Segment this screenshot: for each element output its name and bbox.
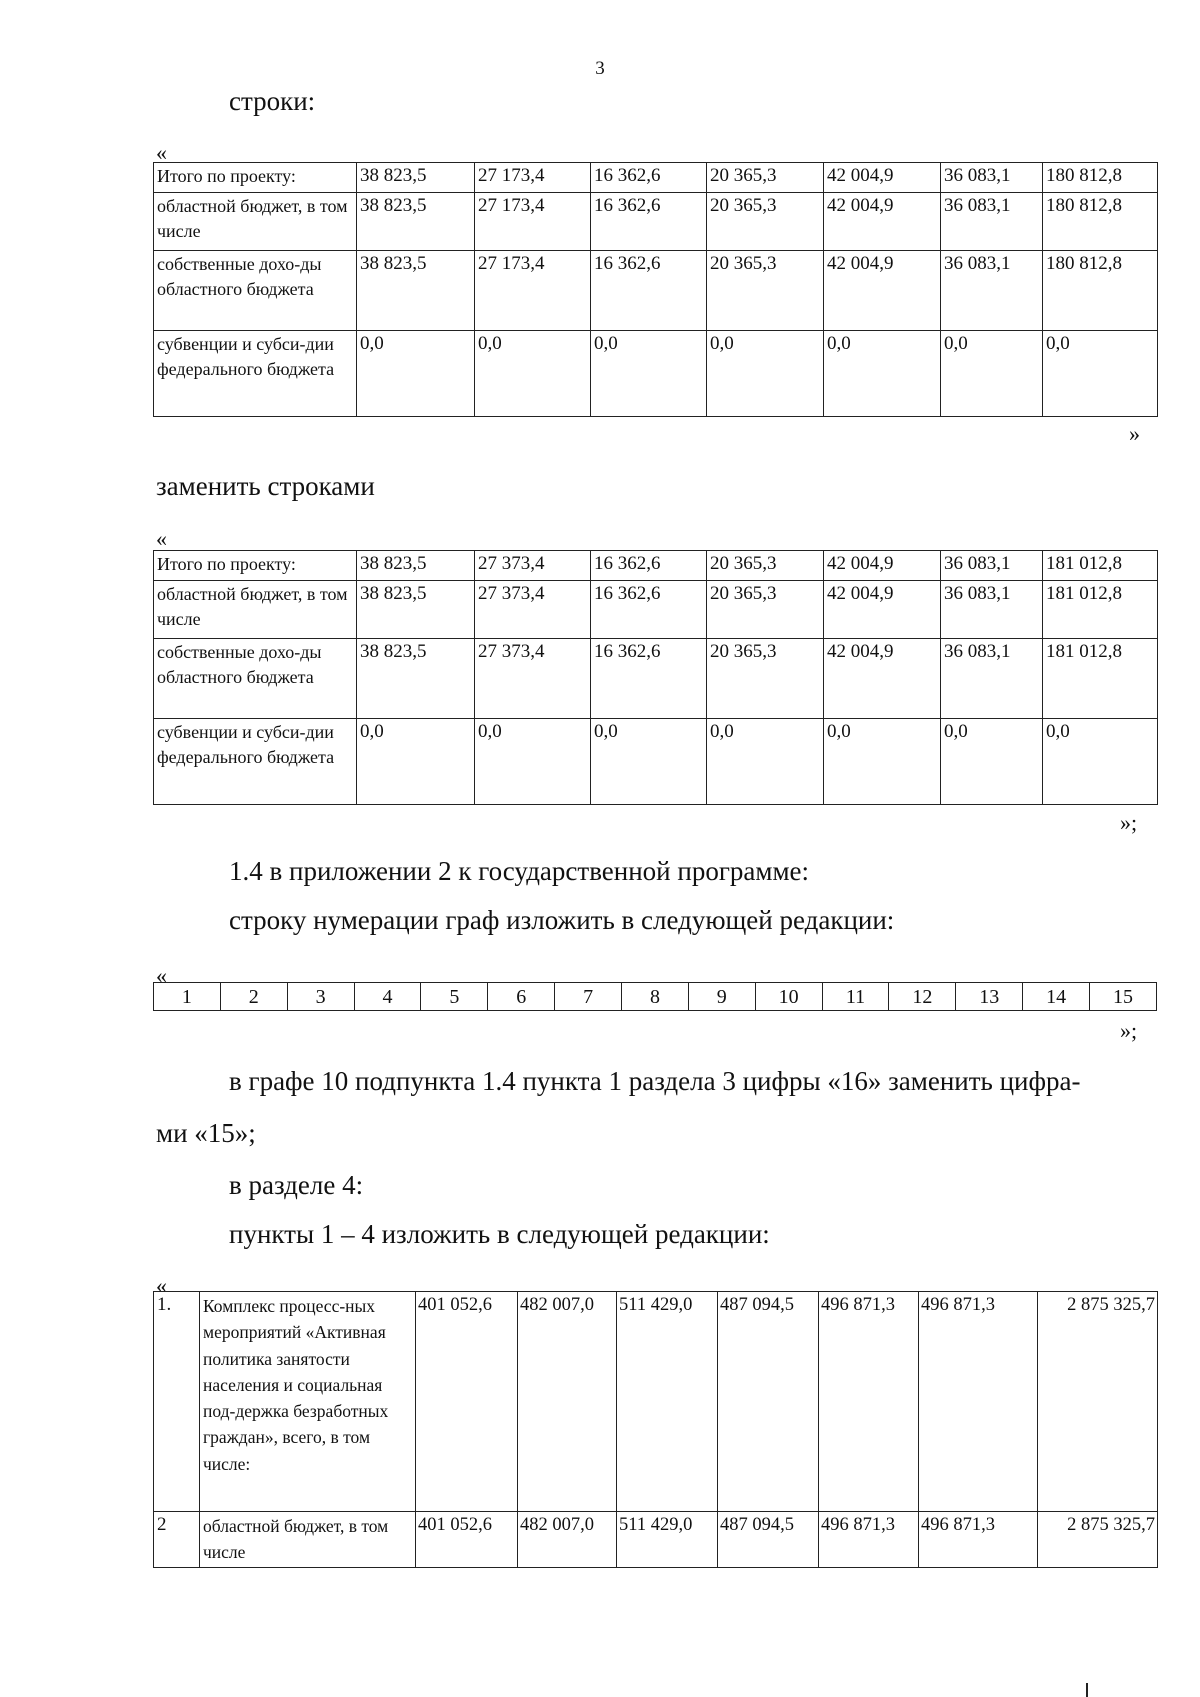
column-number: 13 — [956, 983, 1023, 1011]
table-cell: 181 012,8 — [1043, 639, 1158, 719]
table-cell: 0,0 — [357, 719, 475, 805]
section-1-4-line2: строку нумерации граф изложить в следующей редакции: — [229, 905, 895, 935]
table-cell: 16 362,6 — [591, 193, 707, 251]
table-cell: 496 871,3 — [919, 1292, 1038, 1512]
table-cell: 180 812,8 — [1043, 163, 1158, 193]
row-label: областной бюджет, в том числе — [200, 1512, 416, 1568]
row-label: собственные дохо-ды областного бюджета — [154, 251, 357, 331]
table-cell: 0,0 — [357, 331, 475, 417]
table-cell: 16 362,6 — [591, 163, 707, 193]
table-cell: 20 365,3 — [707, 639, 824, 719]
table-row — [154, 719, 1158, 805]
table-cell: 180 812,8 — [1043, 193, 1158, 251]
table-row — [154, 551, 1158, 581]
table-cell: 16 362,6 — [591, 639, 707, 719]
column-numbering-table — [153, 982, 1157, 1011]
row-number: 2 — [154, 1512, 200, 1568]
table-cell: 0,0 — [1043, 331, 1158, 417]
table-cell: 2 875 325,7 — [1038, 1292, 1158, 1512]
table-cell: 27 173,4 — [475, 163, 591, 193]
close-quote: »; — [1120, 810, 1138, 835]
row-label: Комплекс процесс-ных мероприятий «Активная политика занятости населения и социальная под-держка безработных граждан», всего, в том числе: — [200, 1292, 416, 1512]
table-cell: 20 365,3 — [707, 163, 824, 193]
table-cell: 27 373,4 — [475, 551, 591, 581]
table-cell: 0,0 — [475, 331, 591, 417]
column-number: 1 — [154, 983, 221, 1011]
table-cell: 36 083,1 — [941, 551, 1043, 581]
table-after — [153, 550, 1158, 805]
close-quote: »; — [1120, 1018, 1138, 1043]
column-number: 15 — [1090, 983, 1157, 1011]
table-cell: 401 052,6 — [416, 1512, 518, 1568]
table-cell: 27 173,4 — [475, 251, 591, 331]
table-cell: 0,0 — [475, 719, 591, 805]
row-label: Итого по проекту: — [154, 163, 357, 193]
column-number: 5 — [421, 983, 488, 1011]
table-cell: 0,0 — [707, 719, 824, 805]
table-cell: 496 871,3 — [819, 1292, 919, 1512]
row-label: субвенции и субси-дии федерального бюджета — [154, 719, 357, 805]
open-quote: « — [156, 140, 167, 165]
table-cell: 27 173,4 — [475, 193, 591, 251]
table-cell: 38 823,5 — [357, 251, 475, 331]
table-cell: 27 373,4 — [475, 581, 591, 639]
table-cell: 0,0 — [707, 331, 824, 417]
table-row — [154, 983, 1157, 1011]
table-cell: 42 004,9 — [824, 581, 941, 639]
table-cell: 38 823,5 — [357, 581, 475, 639]
table-cell: 27 373,4 — [475, 639, 591, 719]
row-label: областной бюджет, в том числе — [154, 581, 357, 639]
table-cell: 482 007,0 — [518, 1292, 617, 1512]
column-number: 12 — [889, 983, 956, 1011]
row-label: собственные дохо-ды областного бюджета — [154, 639, 357, 719]
open-quote: « — [156, 526, 167, 551]
table-cell: 36 083,1 — [941, 193, 1043, 251]
table-cell: 0,0 — [824, 719, 941, 805]
table-cell: 496 871,3 — [819, 1512, 919, 1568]
table-cell: 38 823,5 — [357, 639, 475, 719]
column-number: 10 — [755, 983, 822, 1011]
open-quote: « — [156, 963, 167, 988]
table-cell: 36 083,1 — [941, 639, 1043, 719]
table-cell: 16 362,6 — [591, 251, 707, 331]
table-section4 — [153, 1291, 1158, 1568]
table-cell: 42 004,9 — [824, 551, 941, 581]
table-cell: 0,0 — [591, 331, 707, 417]
table-cell: 487 094,5 — [718, 1292, 819, 1512]
table-cell: 42 004,9 — [824, 251, 941, 331]
column-number: 2 — [220, 983, 287, 1011]
table-cell: 0,0 — [1043, 719, 1158, 805]
table-cell: 16 362,6 — [591, 581, 707, 639]
table-cell: 487 094,5 — [718, 1512, 819, 1568]
column-number: 8 — [622, 983, 689, 1011]
row-label: областной бюджет, в том числе — [154, 193, 357, 251]
column-number: 6 — [488, 983, 555, 1011]
table-row — [154, 639, 1158, 719]
table-cell: 38 823,5 — [357, 193, 475, 251]
table-cell: 496 871,3 — [919, 1512, 1038, 1568]
close-quote: » — [1129, 421, 1140, 446]
table-cell: 20 365,3 — [707, 551, 824, 581]
table-cell: 36 083,1 — [941, 163, 1043, 193]
table-before — [153, 162, 1158, 417]
table-row — [154, 331, 1158, 417]
intro-label: строки: — [229, 86, 316, 116]
table-cell: 180 812,8 — [1043, 251, 1158, 331]
column-number: 3 — [287, 983, 354, 1011]
table-cell: 36 083,1 — [941, 581, 1043, 639]
table-row — [154, 251, 1158, 331]
table-cell: 401 052,6 — [416, 1292, 518, 1512]
section4-line1: в разделе 4: — [229, 1170, 364, 1200]
open-quote: « — [156, 1273, 167, 1298]
table-cell: 38 823,5 — [357, 163, 475, 193]
column-number: 9 — [688, 983, 755, 1011]
row-number: 1. — [154, 1292, 200, 1512]
graph10-line1: в графе 10 подпункта 1.4 пункта 1 раздела 3 цифры «16» заменить цифра- — [229, 1066, 1081, 1096]
table-cell: 38 823,5 — [357, 551, 475, 581]
table-cell: 42 004,9 — [824, 163, 941, 193]
column-number: 11 — [822, 983, 889, 1011]
table-cell: 181 012,8 — [1043, 581, 1158, 639]
table-cell: 181 012,8 — [1043, 551, 1158, 581]
table-row — [154, 163, 1158, 193]
table-cell: 0,0 — [824, 331, 941, 417]
row-label: субвенции и субси-дии федерального бюджета — [154, 331, 357, 417]
table-cell: 20 365,3 — [707, 581, 824, 639]
table-cell: 0,0 — [941, 719, 1043, 805]
section-1-4-line1: 1.4 в приложении 2 к государственной программе: — [229, 856, 810, 886]
table-cell: 16 362,6 — [591, 551, 707, 581]
replace-text: заменить строками — [156, 471, 375, 501]
table-cell: 482 007,0 — [518, 1512, 617, 1568]
table-cell: 511 429,0 — [617, 1292, 718, 1512]
table-row — [154, 1512, 1158, 1568]
column-number: 14 — [1023, 983, 1090, 1011]
table-cell: 42 004,9 — [824, 639, 941, 719]
table-cell: 0,0 — [591, 719, 707, 805]
table-cell: 20 365,3 — [707, 251, 824, 331]
table-cell: 36 083,1 — [941, 251, 1043, 331]
table-cell: 42 004,9 — [824, 193, 941, 251]
table-cell: 20 365,3 — [707, 193, 824, 251]
section4-line2: пункты 1 – 4 изложить в следующей редакции: — [229, 1219, 770, 1249]
graph10-line2: ми «15»; — [156, 1118, 256, 1148]
row-label: Итого по проекту: — [154, 551, 357, 581]
table-cell: 0,0 — [941, 331, 1043, 417]
margin-mark — [1086, 1683, 1088, 1697]
table-row — [154, 1292, 1158, 1512]
page-number: 3 — [595, 58, 605, 79]
table-row — [154, 581, 1158, 639]
table-row — [154, 193, 1158, 251]
column-number: 7 — [555, 983, 622, 1011]
column-number: 4 — [354, 983, 421, 1011]
table-cell: 2 875 325,7 — [1038, 1512, 1158, 1568]
table-cell: 511 429,0 — [617, 1512, 718, 1568]
